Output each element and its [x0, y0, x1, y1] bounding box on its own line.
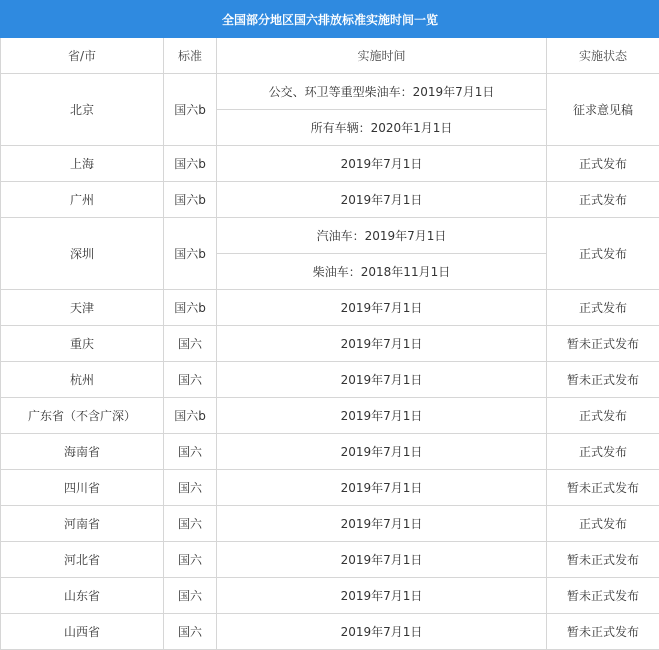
- standard-cell: 国六b: [164, 182, 217, 218]
- table-row: [1, 218, 659, 254]
- standard-cell: 国六: [164, 326, 217, 362]
- standard-cell: 国六: [164, 434, 217, 470]
- standard-cell: 国六: [164, 470, 217, 506]
- status-cell: 暂未正式发布: [547, 362, 659, 398]
- region-cell: 山东省: [1, 578, 164, 614]
- status-cell: 正式发布: [547, 218, 659, 290]
- region-cell: 北京: [1, 74, 164, 146]
- table-row: [1, 182, 659, 218]
- standard-cell: 国六: [164, 542, 217, 578]
- time-cell: 2019年7月1日: [217, 362, 547, 398]
- status-cell: 正式发布: [547, 182, 659, 218]
- table-row: [1, 362, 659, 398]
- time-cell: 2019年7月1日: [217, 290, 547, 326]
- header-standard: 标准: [164, 38, 217, 74]
- time-cell: 2019年7月1日: [217, 506, 547, 542]
- status-cell: 正式发布: [547, 146, 659, 182]
- time-cell: 2019年7月1日: [217, 578, 547, 614]
- status-cell: 正式发布: [547, 434, 659, 470]
- status-cell: 征求意见稿: [547, 74, 659, 146]
- region-cell: 广东省（不含广深）: [1, 398, 164, 434]
- status-cell: 暂未正式发布: [547, 470, 659, 506]
- table-row: [1, 542, 659, 578]
- status-cell: 暂未正式发布: [547, 578, 659, 614]
- region-cell: 天津: [1, 290, 164, 326]
- standard-cell: 国六b: [164, 290, 217, 326]
- standard-cell: 国六: [164, 362, 217, 398]
- header-status: 实施状态: [547, 38, 659, 74]
- standard-cell: 国六: [164, 578, 217, 614]
- standard-cell: 国六: [164, 506, 217, 542]
- status-cell: 正式发布: [547, 398, 659, 434]
- time-cell: 2019年7月1日: [217, 542, 547, 578]
- standard-cell: 国六b: [164, 146, 217, 182]
- region-cell: 河北省: [1, 542, 164, 578]
- region-cell: 深圳: [1, 218, 164, 290]
- region-cell: 海南省: [1, 434, 164, 470]
- time-cell: 公交、环卫等重型柴油车：2019年7月1日: [217, 74, 547, 110]
- table-row: [1, 74, 659, 110]
- region-cell: 广州: [1, 182, 164, 218]
- standard-cell: 国六b: [164, 218, 217, 290]
- table-row: [1, 434, 659, 470]
- status-cell: 暂未正式发布: [547, 542, 659, 578]
- time-cell: 汽油车：2019年7月1日: [217, 218, 547, 254]
- region-cell: 河南省: [1, 506, 164, 542]
- standard-cell: 国六: [164, 614, 217, 650]
- time-cell: 柴油车：2018年11月1日: [217, 254, 547, 290]
- status-cell: 暂未正式发布: [547, 614, 659, 650]
- status-cell: 正式发布: [547, 290, 659, 326]
- header-time: 实施时间: [217, 38, 547, 74]
- region-cell: 杭州: [1, 362, 164, 398]
- table-row: [1, 146, 659, 182]
- time-cell: 2019年7月1日: [217, 398, 547, 434]
- time-cell: 2019年7月1日: [217, 326, 547, 362]
- standard-cell: 国六b: [164, 74, 217, 146]
- region-cell: 上海: [1, 146, 164, 182]
- time-cell: 2019年7月1日: [217, 182, 547, 218]
- time-cell: 2019年7月1日: [217, 614, 547, 650]
- table-row: [1, 506, 659, 542]
- table-row: [1, 614, 659, 650]
- time-cell: 2019年7月1日: [217, 434, 547, 470]
- time-cell: 2019年7月1日: [217, 146, 547, 182]
- header-region: 省/市: [1, 38, 164, 74]
- table-title: 全国部分地区国六排放标准实施时间一览: [1, 1, 659, 38]
- table-row: [1, 326, 659, 362]
- status-cell: 正式发布: [547, 506, 659, 542]
- time-cell: 2019年7月1日: [217, 470, 547, 506]
- status-cell: 暂未正式发布: [547, 326, 659, 362]
- header-row: [1, 38, 659, 74]
- region-cell: 山西省: [1, 614, 164, 650]
- region-cell: 四川省: [1, 470, 164, 506]
- table-row: [1, 290, 659, 326]
- table-row: [1, 470, 659, 506]
- table-row: [1, 578, 659, 614]
- standard-cell: 国六b: [164, 398, 217, 434]
- region-cell: 重庆: [1, 326, 164, 362]
- time-cell: 所有车辆：2020年1月1日: [217, 110, 547, 146]
- table-row: [1, 398, 659, 434]
